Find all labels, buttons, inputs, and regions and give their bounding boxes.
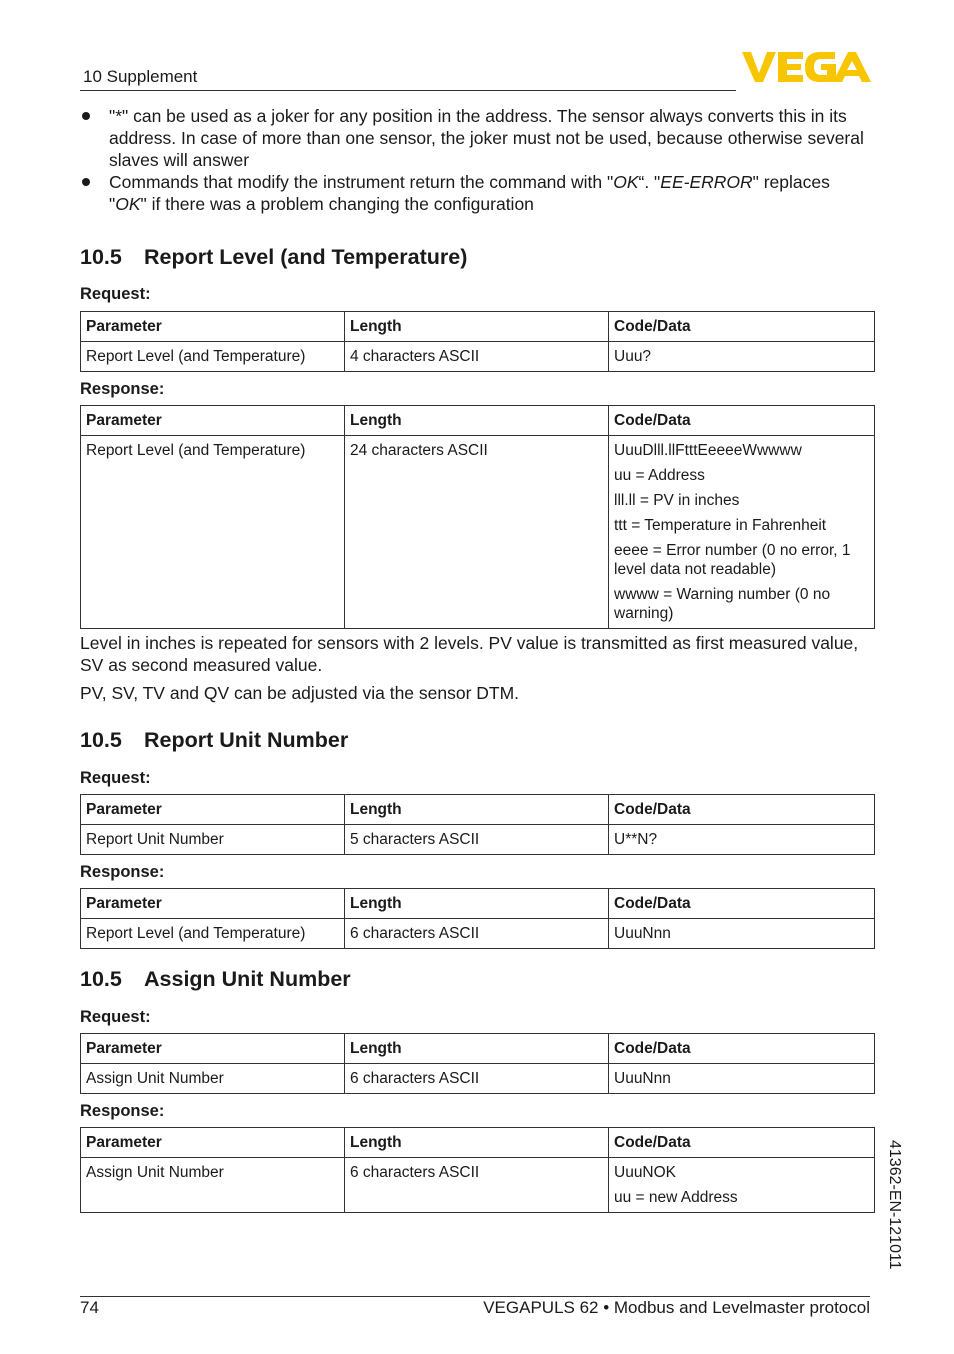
column-header: Parameter bbox=[81, 406, 345, 436]
response-table bbox=[80, 1127, 875, 1213]
note-paragraph: PV, SV, TV and QV can be adjusted via the sensor DTM. bbox=[80, 683, 520, 703]
column-header: Code/Data bbox=[609, 312, 875, 342]
code-line: eeee = Error number (0 no error, 1 level data not readable) bbox=[614, 542, 851, 578]
response-table bbox=[80, 888, 875, 949]
column-header: Length bbox=[345, 312, 609, 342]
column-header: Code/Data bbox=[609, 795, 875, 825]
table-cell: 6 characters ASCII bbox=[345, 919, 609, 949]
table-cell: U**N? bbox=[609, 825, 875, 855]
column-header: Parameter bbox=[81, 1034, 345, 1064]
request-label: Request: bbox=[80, 285, 151, 303]
code-line: lll.ll = PV in inches bbox=[614, 492, 740, 509]
footer-divider bbox=[80, 1296, 870, 1297]
response-label: Response: bbox=[80, 1102, 165, 1120]
column-header: Code/Data bbox=[609, 889, 875, 919]
vega-logo-icon bbox=[742, 50, 872, 84]
request-label: Request: bbox=[80, 769, 151, 787]
table-cell: Report Level (and Temperature) bbox=[81, 919, 345, 949]
table-row bbox=[81, 1158, 875, 1213]
column-header: Length bbox=[345, 795, 609, 825]
column-header: Length bbox=[345, 1128, 609, 1158]
table-header-row bbox=[81, 1034, 875, 1064]
response-label: Response: bbox=[80, 863, 165, 881]
table-header-row bbox=[81, 406, 875, 436]
code-line: uu = Address bbox=[614, 467, 705, 484]
table-cell: Report Unit Number bbox=[81, 825, 345, 855]
table-cell: 24 characters ASCII bbox=[345, 436, 609, 629]
table-cell: Assign Unit Number bbox=[81, 1158, 345, 1213]
bullet-list bbox=[80, 105, 870, 215]
table-cell: 6 characters ASCII bbox=[345, 1158, 609, 1213]
table-header-row bbox=[81, 1128, 875, 1158]
column-header: Code/Data bbox=[609, 1128, 875, 1158]
header-divider bbox=[80, 90, 736, 91]
table-cell: Report Level (and Temperature) bbox=[81, 436, 345, 629]
request-table bbox=[80, 794, 875, 855]
table-row bbox=[81, 919, 875, 949]
column-header: Code/Data bbox=[609, 1034, 875, 1064]
section-heading: 10.5 Report Level (and Temperature) bbox=[80, 245, 468, 269]
table-row bbox=[81, 342, 875, 372]
request-table bbox=[80, 1033, 875, 1094]
table-row bbox=[81, 825, 875, 855]
response-table bbox=[80, 405, 875, 629]
table-cell: Assign Unit Number bbox=[81, 1064, 345, 1094]
column-header: Length bbox=[345, 889, 609, 919]
bullet-item: "*" can be used as a joker for any position in the address. The sensor always converts this in its address. In case of more than one sensor, the joker must not be used, because otherwise several slaves will answer bbox=[80, 105, 870, 171]
table-header-row bbox=[81, 889, 875, 919]
request-table bbox=[80, 311, 875, 372]
table-cell: 4 characters ASCII bbox=[345, 342, 609, 372]
table-row bbox=[81, 436, 875, 629]
section-header: 10 Supplement bbox=[83, 67, 198, 86]
column-header: Length bbox=[345, 406, 609, 436]
table-cell: UuuNnn bbox=[609, 919, 875, 949]
column-header: Parameter bbox=[81, 795, 345, 825]
code-line: UuuNOK bbox=[614, 1164, 677, 1181]
request-label: Request: bbox=[80, 1008, 151, 1026]
table-row bbox=[81, 1064, 875, 1094]
response-label: Response: bbox=[80, 380, 165, 398]
vega-logo bbox=[742, 50, 872, 89]
table-header-row bbox=[81, 795, 875, 825]
column-header: Parameter bbox=[81, 1128, 345, 1158]
table-cell: Report Level (and Temperature) bbox=[81, 342, 345, 372]
note-paragraph: Level in inches is repeated for sensors with 2 levels. PV value is transmitted as first measured value, SV as second measured value. bbox=[80, 633, 859, 675]
code-line: uu = new Address bbox=[614, 1189, 738, 1206]
table-cell bbox=[609, 436, 875, 629]
column-header: Parameter bbox=[81, 889, 345, 919]
code-line: UuuDlll.llFtttEeeeeWwwww bbox=[614, 442, 802, 459]
section-heading: 10.5 Report Unit Number bbox=[80, 728, 349, 752]
table-cell: 5 characters ASCII bbox=[345, 825, 609, 855]
section-heading: 10.5 Assign Unit Number bbox=[80, 967, 351, 991]
column-header: Length bbox=[345, 1034, 609, 1064]
code-line: wwww = Warning number (0 no warning) bbox=[614, 586, 831, 622]
table-cell: UuuNnn bbox=[609, 1064, 875, 1094]
column-header: Code/Data bbox=[609, 406, 875, 436]
document-code: 41362-EN-121011 bbox=[886, 1140, 903, 1270]
column-header: Parameter bbox=[81, 312, 345, 342]
page-number: 74 bbox=[80, 1298, 99, 1317]
code-line: ttt = Temperature in Fahrenheit bbox=[614, 517, 827, 534]
table-header-row bbox=[81, 312, 875, 342]
table-cell bbox=[609, 1158, 875, 1213]
footer-title: VEGAPULS 62 • Modbus and Levelmaster protocol bbox=[483, 1298, 870, 1317]
table-cell: Uuu? bbox=[609, 342, 875, 372]
table-cell: 6 characters ASCII bbox=[345, 1064, 609, 1094]
bullet-item: Commands that modify the instrument return the command with "OK“. "EE-ERROR" replaces "OK" if there was a problem changing the configuration bbox=[80, 171, 870, 215]
